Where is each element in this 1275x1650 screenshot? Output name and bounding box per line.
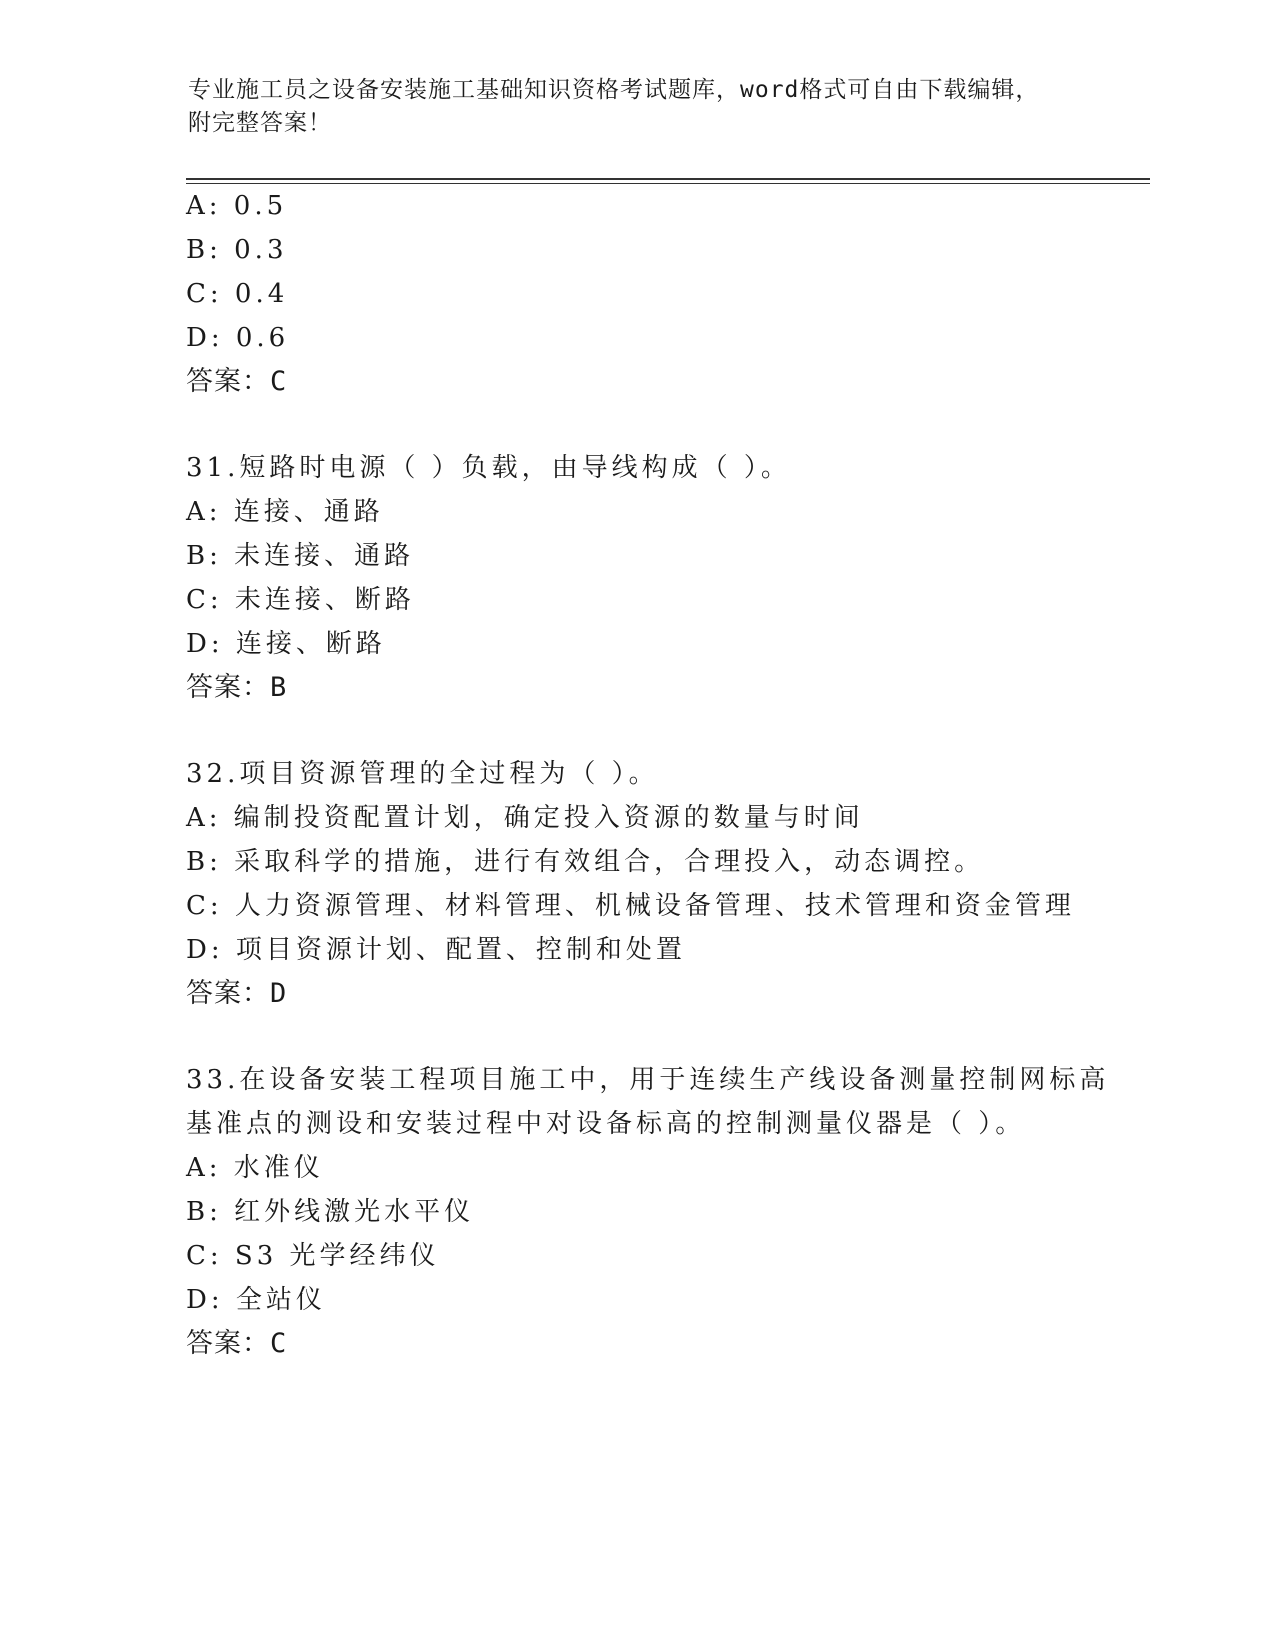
q32-option-d: D: 项目资源计划、配置、控制和处置 xyxy=(186,935,686,965)
q33-question-line-1: 33.在设备安装工程项目施工中，用于连续生产线设备测量控制网标高 xyxy=(186,1065,1110,1095)
q33-option-d: D: 全站仪 xyxy=(186,1285,326,1315)
header-divider xyxy=(186,178,1150,180)
document-header xyxy=(188,74,1088,140)
q31-question: 31.短路时电源（ ）负载，由导线构成（ ）。 xyxy=(186,453,791,483)
q33-option-c: C: S3 光学经纬仪 xyxy=(186,1241,440,1271)
q30-option-c: C: 0.4 xyxy=(186,279,289,309)
q31-option-c: C: 未连接、断路 xyxy=(186,585,415,615)
q33-option-b: B: 红外线激光水平仪 xyxy=(186,1197,475,1227)
q31-option-d: D: 连接、断路 xyxy=(186,629,386,659)
header-line-1: 专业施工员之设备安装施工基础知识资格考试题库，word格式可自由下载编辑， xyxy=(188,77,1040,103)
q31-option-b: B: 未连接、通路 xyxy=(186,541,415,571)
q30-option-b: B: 0.3 xyxy=(186,235,288,265)
q32-option-b: B: 采取科学的措施，进行有效组合，合理投入，动态调控。 xyxy=(186,847,985,877)
q31-answer: 答案：B xyxy=(186,672,288,703)
q32-question: 32.项目资源管理的全过程为（ ）。 xyxy=(186,759,659,789)
header-line-2: 附完整答案！ xyxy=(188,110,332,136)
q30-option-d: D: 0.6 xyxy=(186,323,290,353)
header-divider-thin xyxy=(186,183,1150,184)
q32-answer: 答案：D xyxy=(186,978,288,1009)
q32-option-c: C: 人力资源管理、材料管理、机械设备管理、技术管理和资金管理 xyxy=(186,891,1075,921)
q33-question-line-2: 基准点的测设和安装过程中对设备标高的控制测量仪器是（ ）。 xyxy=(186,1109,1026,1139)
q30-option-a: A: 0.5 xyxy=(186,191,288,221)
q32-option-a: A: 编制投资配置计划，确定投入资源的数量与时间 xyxy=(186,803,864,833)
q31-option-a: A: 连接、通路 xyxy=(186,497,384,527)
q30-answer: 答案：C xyxy=(186,366,288,397)
q33-option-a: A: 水准仪 xyxy=(186,1153,324,1183)
q33-answer: 答案：C xyxy=(186,1328,288,1359)
